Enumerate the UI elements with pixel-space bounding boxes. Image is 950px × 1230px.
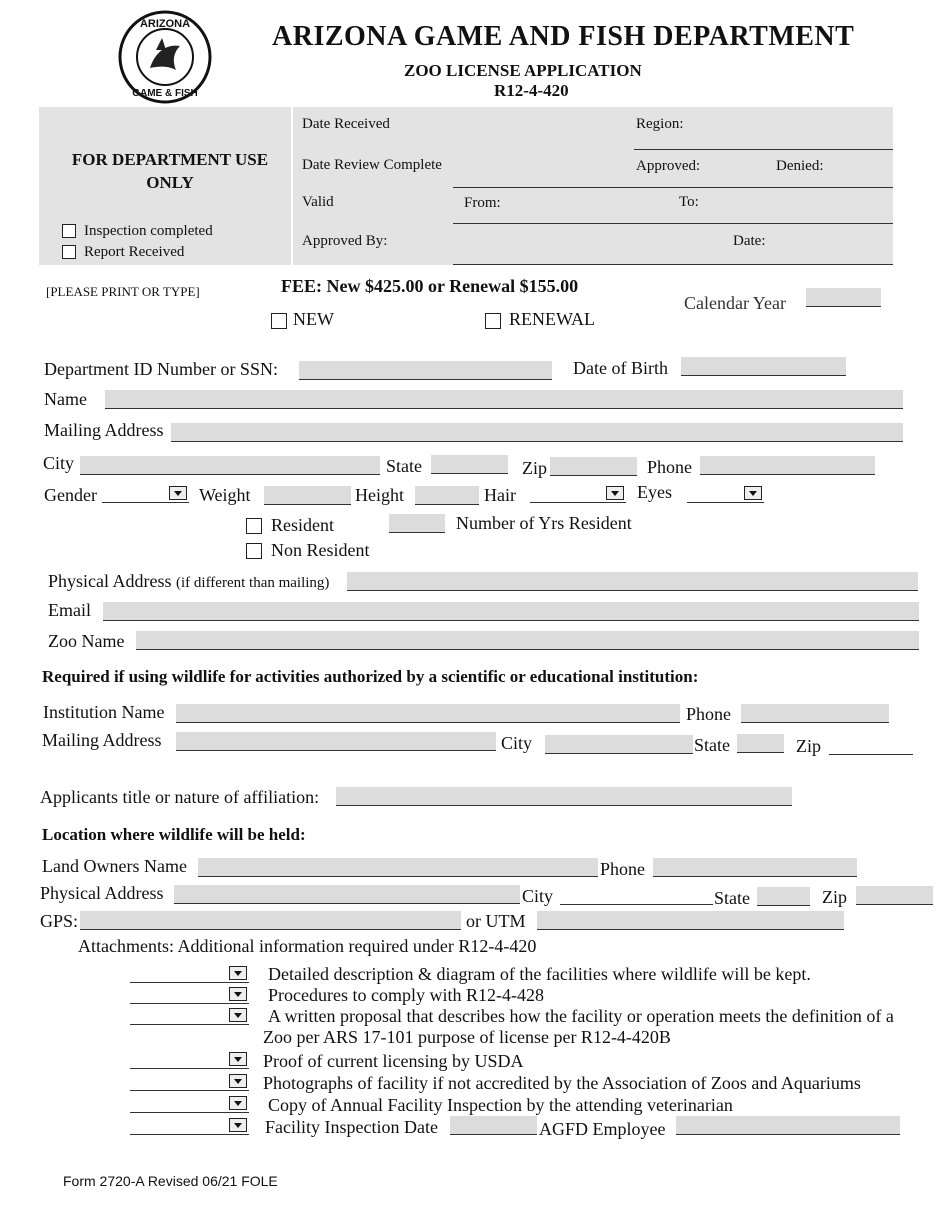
agency-name: ARIZONA GAME AND FISH DEPARTMENT bbox=[272, 21, 855, 52]
location-city-label: City bbox=[522, 886, 554, 906]
affiliation-label: Applicants title or nature of affiliation: bbox=[40, 787, 320, 807]
name-field[interactable] bbox=[105, 390, 903, 409]
location-physical-address-label: Physical Address bbox=[40, 883, 164, 903]
chevron-down-icon bbox=[169, 486, 187, 500]
attachment-6-label: Copy of Annual Facility Inspection by the attending veterinarian bbox=[268, 1095, 733, 1115]
zoo-name-label: Zoo Name bbox=[48, 631, 125, 651]
valid-label: Valid bbox=[302, 194, 334, 210]
chevron-down-icon bbox=[229, 1008, 247, 1022]
height-label: Height bbox=[355, 485, 404, 505]
city-field[interactable] bbox=[80, 456, 380, 475]
fee-text: FEE: New $425.00 or Renewal $155.00 bbox=[281, 276, 579, 296]
phone-field[interactable] bbox=[700, 456, 875, 475]
attachment-1-label: Detailed description & diagram of the facilities where wildlife will be kept. bbox=[268, 964, 811, 984]
eyes-label: Eyes bbox=[637, 482, 672, 502]
attachment-2-label: Procedures to comply with R12-4-428 bbox=[268, 985, 544, 1005]
location-phone-label: Phone bbox=[600, 859, 645, 879]
chevron-down-icon bbox=[229, 1074, 247, 1088]
mailing-address-label: Mailing Address bbox=[44, 420, 164, 440]
institution-zip-field[interactable] bbox=[829, 736, 913, 755]
weight-field[interactable] bbox=[264, 486, 351, 505]
date-review-complete-label: Date Review Complete bbox=[302, 157, 442, 173]
hair-dropdown[interactable] bbox=[530, 486, 626, 503]
physical-address-label bbox=[48, 571, 329, 593]
mailing-address-field[interactable] bbox=[171, 423, 903, 442]
affiliation-field[interactable] bbox=[336, 787, 792, 806]
region-label: Region: bbox=[636, 116, 684, 132]
approval-line bbox=[453, 187, 893, 188]
non-resident-label: Non Resident bbox=[271, 540, 370, 560]
calendar-year-label: Calendar Year bbox=[684, 293, 786, 313]
attachment-3-label: A written proposal that describes how the facility or operation meets the definition of a bbox=[268, 1006, 894, 1026]
attachment-5-dropdown[interactable] bbox=[130, 1074, 249, 1091]
state-label: State bbox=[386, 456, 422, 476]
valid-to-label: To: bbox=[679, 194, 699, 210]
gender-label: Gender bbox=[44, 485, 97, 505]
institution-name-field[interactable] bbox=[176, 704, 680, 723]
state-field[interactable] bbox=[431, 455, 508, 474]
physical-address-text: Physical Address bbox=[48, 571, 172, 591]
calendar-year-field[interactable] bbox=[806, 288, 881, 307]
location-phone-field[interactable] bbox=[653, 858, 857, 877]
chevron-down-icon bbox=[744, 486, 762, 500]
institution-zip-label: Zip bbox=[796, 736, 821, 756]
location-zip-field[interactable] bbox=[856, 886, 933, 905]
chevron-down-icon bbox=[229, 987, 247, 1001]
eyes-dropdown[interactable] bbox=[687, 486, 764, 503]
renewal-label: RENEWAL bbox=[509, 309, 595, 329]
report-received-label: Report Received bbox=[84, 244, 185, 260]
utm-label: or UTM bbox=[466, 911, 526, 931]
location-city-field[interactable] bbox=[560, 886, 713, 905]
gender-dropdown[interactable] bbox=[102, 486, 189, 503]
inspection-date-label: Facility Inspection Date bbox=[265, 1117, 438, 1137]
institution-name-label: Institution Name bbox=[43, 702, 165, 722]
institution-mailing-label: Mailing Address bbox=[42, 730, 162, 750]
resident-label: Resident bbox=[271, 515, 334, 535]
date-received-label: Date Received bbox=[302, 116, 390, 132]
chevron-down-icon bbox=[229, 1118, 247, 1132]
approval-date-label: Date: bbox=[733, 233, 766, 249]
city-label: City bbox=[43, 453, 75, 473]
rule-number: R12-4-420 bbox=[494, 81, 569, 100]
form-title: ZOO LICENSE APPLICATION bbox=[404, 61, 642, 80]
years-resident-field[interactable] bbox=[389, 514, 445, 533]
inspection-completed-checkbox[interactable] bbox=[62, 224, 76, 238]
land-owner-label: Land Owners Name bbox=[42, 856, 187, 876]
agency-logo bbox=[116, 10, 214, 104]
approved-label: Approved: bbox=[636, 158, 701, 174]
weight-label: Weight bbox=[199, 485, 251, 505]
svg-text:GAME & FISH: GAME & FISH bbox=[132, 88, 198, 99]
dept-id-label: Department ID Number or SSN: bbox=[44, 359, 278, 379]
years-resident-label: Number of Yrs Resident bbox=[456, 513, 632, 533]
dob-field[interactable] bbox=[681, 357, 846, 376]
attachment-4-dropdown[interactable] bbox=[130, 1052, 249, 1069]
attachment-6-dropdown[interactable] bbox=[130, 1096, 249, 1113]
zip-label: Zip bbox=[522, 458, 547, 478]
email-label: Email bbox=[48, 600, 91, 620]
location-state-label: State bbox=[714, 888, 750, 908]
report-received-checkbox[interactable] bbox=[62, 245, 76, 259]
new-checkbox[interactable] bbox=[271, 313, 287, 329]
attachment-7-dropdown[interactable] bbox=[130, 1118, 249, 1135]
resident-checkbox[interactable] bbox=[246, 518, 262, 534]
approved-by-line bbox=[453, 264, 893, 265]
approved-by-label: Approved By: bbox=[302, 233, 388, 249]
physical-address-note: (if different than mailing) bbox=[176, 575, 330, 591]
attachment-5-label: Photographs of facility if not accredited by the Association of Zoos and Aquariums bbox=[263, 1073, 861, 1093]
chevron-down-icon bbox=[606, 486, 624, 500]
location-heading: Location where wildlife will be held: bbox=[42, 825, 306, 844]
zoo-name-field[interactable] bbox=[136, 631, 919, 650]
chevron-down-icon bbox=[229, 966, 247, 980]
attachment-3-label-continued: Zoo per ARS 17-101 purpose of license per R12-4-420B bbox=[263, 1027, 671, 1047]
attachment-4-label: Proof of current licensing by USDA bbox=[263, 1051, 524, 1071]
location-physical-address-field[interactable] bbox=[174, 885, 520, 904]
agfd-employee-label: AGFD Employee bbox=[539, 1119, 666, 1139]
institution-phone-label: Phone bbox=[686, 704, 731, 724]
agfd-employee-field[interactable] bbox=[676, 1116, 900, 1135]
dept-use-title: FOR DEPARTMENT USE ONLY bbox=[71, 150, 269, 192]
institution-heading: Required if using wildlife for activities authorized by a scientific or educational institution: bbox=[42, 667, 699, 686]
inspection-completed-label: Inspection completed bbox=[84, 223, 213, 239]
chevron-down-icon bbox=[229, 1052, 247, 1066]
institution-city-field[interactable] bbox=[545, 735, 693, 754]
zip-field[interactable] bbox=[550, 457, 637, 476]
non-resident-checkbox[interactable] bbox=[246, 543, 262, 559]
valid-from-label: From: bbox=[464, 195, 501, 211]
attachment-2-dropdown[interactable] bbox=[130, 987, 249, 1004]
location-zip-label: Zip bbox=[822, 887, 847, 907]
dob-label: Date of Birth bbox=[573, 358, 668, 378]
new-label: NEW bbox=[293, 309, 334, 329]
chevron-down-icon bbox=[229, 1096, 247, 1110]
height-field[interactable] bbox=[415, 486, 479, 505]
utm-field[interactable] bbox=[537, 911, 844, 930]
land-owner-field[interactable] bbox=[198, 858, 598, 877]
attachment-1-dropdown[interactable] bbox=[130, 966, 249, 983]
physical-address-field[interactable] bbox=[347, 572, 918, 591]
renewal-checkbox[interactable] bbox=[485, 313, 501, 329]
institution-state-field[interactable] bbox=[737, 734, 784, 753]
gps-field[interactable] bbox=[80, 911, 461, 930]
location-state-field[interactable] bbox=[757, 887, 810, 906]
attachment-3-dropdown[interactable] bbox=[130, 1008, 249, 1025]
gps-label: GPS: bbox=[40, 911, 79, 931]
svg-text:ARIZONA: ARIZONA bbox=[139, 18, 191, 30]
region-line bbox=[634, 149, 893, 150]
denied-label: Denied: bbox=[776, 158, 824, 174]
valid-line bbox=[453, 223, 893, 224]
institution-mailing-field[interactable] bbox=[176, 732, 496, 751]
institution-city-label: City bbox=[501, 733, 533, 753]
institution-state-label: State bbox=[694, 735, 730, 755]
email-field[interactable] bbox=[103, 602, 919, 621]
hair-label: Hair bbox=[484, 485, 516, 505]
form-number: Form 2720-A Revised 06/21 FOLE bbox=[63, 1173, 278, 1189]
attachments-heading: Attachments: Additional information required under R12-4-420 bbox=[78, 936, 537, 956]
print-note: [PLEASE PRINT OR TYPE] bbox=[46, 284, 200, 299]
dept-id-field[interactable] bbox=[299, 361, 552, 380]
phone-label: Phone bbox=[647, 457, 692, 477]
name-label: Name bbox=[44, 389, 87, 409]
institution-phone-field[interactable] bbox=[741, 704, 889, 723]
inspection-date-field[interactable] bbox=[450, 1116, 537, 1135]
